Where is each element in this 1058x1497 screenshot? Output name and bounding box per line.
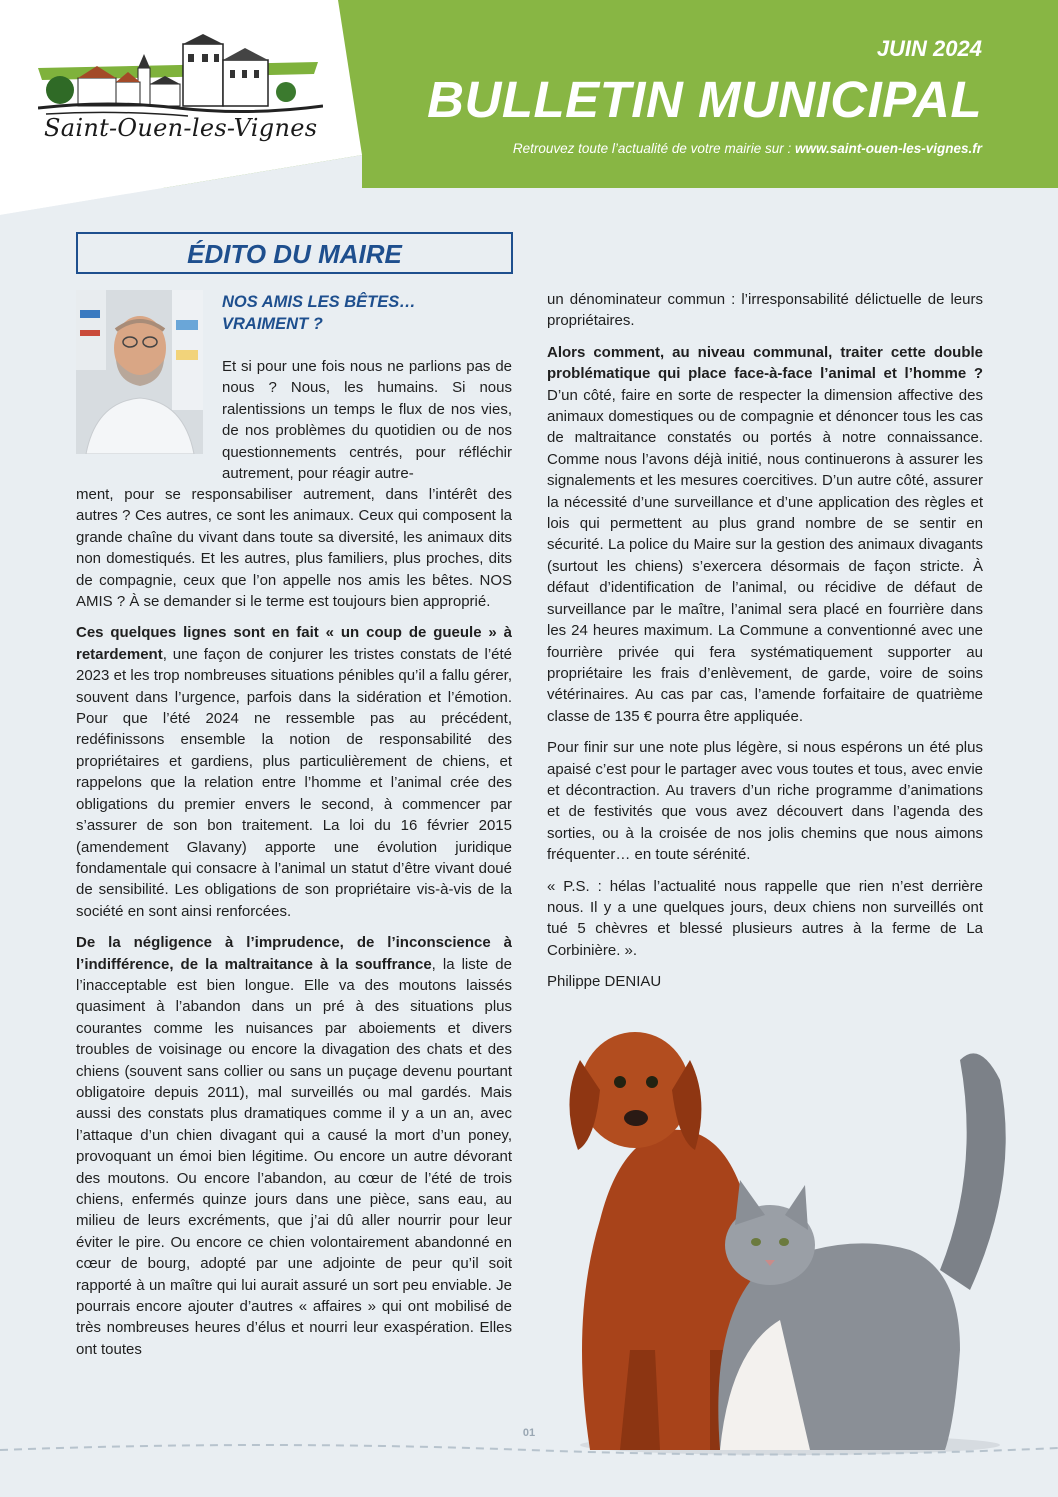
edito-section-title: ÉDITO DU MAIRE [187, 239, 402, 269]
paragraph-negligence [76, 932, 512, 1360]
mayor-signature: Philippe DENIAU [547, 973, 662, 991]
footer-wave-line [0, 1440, 1058, 1460]
paragraph-communal [547, 342, 983, 727]
paragraph-3-body: , la liste de l’inacceptable est bien longue. Elle va des moutons laissés quasiment à l’abandon dans un pré à des situations plus courantes comme les nuisances par aboiements et divers troubles de voisinage ou encore la divagation des chats et des chiens (souvent sans collier ou sans un puçage devenu pourtant obligatoire depuis 2011), mal surveillés ou mal gardés. Mais aussi des constats plus dramatiques comme il y a un an, avec l’attaque d’un chien divagant qui a causé la mort d’un poney, provoquant un émoi bien légitime. Ou encore un autre dévorant des moutons. Ou encore l’abandon, au cœur de l’été de trois chiens, enfermés quinze jours dans une pièce, sans eau, au milieu de leurs excréments, que j’ai dû aller nourrir pour leur éviter le pire. Ou encore ce chien volontairement abandonné en cœur de bourg, adopté par une adjointe de peur qu’il soit rapporté à un maître qui lui aurait assuré un sort peu enviable. Je pourrais encore ajouter d’autres « affaires » qui ont mobilisé de très nombreuses heures d’élus et nourri leur exaspération. Elles ont toutes [76, 955, 512, 1358]
edito-headline [222, 291, 502, 335]
issue-date: JUIN 2024 [876, 36, 982, 61]
headline-line-1: NOS AMIS LES BÊTES… [222, 293, 416, 311]
column-right [547, 289, 983, 1003]
paragraph-2-body: , une façon de conjurer les tristes constats de l’été 2023 et les trop nombreuses situations pénibles qu’il a fallu gérer, souvent dans l’urgence, parfois dans la sidération et l’émotion. Pour que l’été 2024 ne ressemble pas au précédent, redéfinissons ensemble la notion de responsabilité des propriétaires et gardiens, plus particulièrement de chiens, et rappelons que la relation entre l’homme et l’animal crée des obligations du premier envers le second, à commencer par s’assurer de son bon traitement. La loi du 16 février 2015 (amendement Glavany) apporte une évolution juridique fondamentale qui consacre à l’animal un statut d’être vivant doué de sensibilité. Les obligations de son propriétaire vis-à-vis de la société en sont ainsi renforcées. [76, 645, 512, 920]
paragraph-3-lead: De la négligence à l’imprudence, de l’inconscience à l’indifférence, de la maltraitance à la souffrance [76, 934, 512, 973]
paragraph-note-legere: Pour finir sur une note plus légère, si nous espérons un été plus apaisé c’est pour le partager avec vous toutes et tous, avec envie et décontraction. Au travers d’un riche programme d’animations et de festivités que vous avez découvert dans l’agenda des sorties, ou à la croisée de nos jolis chemins que nous aimons fréquenter… en toute sérénité. [547, 739, 983, 864]
paragraph-communal-lead: Alors comment, au niveau communal, traiter cette double problématique qui place face-à-face l’animal et l’homme ? [547, 343, 983, 383]
intro-paragraph-rest: ment, pour se responsabiliser autrement, dans l’intérêt des autres ? Ces autres, ce sont les animaux. Ceux qui composent la grande chaîne du vivant dans toute sa diversité, les animaux dits non domestiqués. Et les autres, plus familiers, plus proches, dits de compagnie, ceux que l’on appelle nos amis les bêtes. NOS AMIS ? À se demander si le terme est toujours bien approprié. [76, 486, 512, 611]
paragraph-communal-body: D’un côté, faire en sorte de respecter la dimension affective des animaux domestiques ou de compagnie et dénoncer tous les cas de maltraitance constatés ou portés à notre connaissance. Comme nous l’avons déjà initié, nous continuerons à assurer les signalements et les mesures coercitives. D’un autre côté, assurer la nécessité d’une surveillance et d’une application des règles et lois qui permettent au plus grand nombre de se sentir en sécurité. La police du Maire sur la gestion des animaux divagants (surtout les chiens) s’exercera désormais de façon stricte. À défaut d’identification de l’animal, ou récidive de défaut de surveillance par le maître, l’animal sera placé en fourrière dans les 24 heures maximum. La Commune a conventionné avec une fourrière privée qui fera systématiquement supporter au propriétaire les frais d’enlèvement, de garde, voire de soins vétérinaires. Au cas par cas, l’amende forfaitaire de quatrième classe de 135 € pourra être appliquée. [547, 386, 983, 725]
page-number: 01 [522, 1427, 536, 1439]
subtitle-prefix: Retrouvez toute l’actualité de votre mairie sur : [512, 141, 795, 156]
headline-line-2: VRAIMENT ? [222, 315, 323, 333]
bulletin-title: BULLETIN MUNICIPAL [427, 71, 982, 128]
column-left [76, 484, 512, 1370]
website-link[interactable]: www.saint-ouen-les-vignes.fr [794, 141, 982, 156]
mayor-portrait-photo [76, 290, 203, 454]
paragraph-denominateur: un dénominateur commun : l’irresponsabilité délictuelle de leurs propriétaires. [547, 291, 983, 330]
logo-wordmark: Saint-Ouen-les-Vignes [44, 114, 318, 142]
paragraph-coup-de-gueule [76, 622, 512, 922]
dog-and-cat-photo [560, 1020, 1020, 1460]
intro-paragraph-top: Et si pour une fois nous ne parlions pas de nous ? Nous, les humains. Si nous ralentissions un temps le flux de nos vies, de nos problèmes du quotidien ou de nos questionnements centrés, pour réfléchir autrement, pour réagir autre- [222, 358, 512, 483]
edito-section-title-box [76, 232, 513, 274]
paragraph-2-lead: Ces quelques lignes sont en fait « un coup de gueule » à retardement [76, 624, 512, 663]
paragraph-ps: « P.S. : hélas l’actualité nous rappelle que rien n’est derrière nous. Il y a une quelques jours, deux chiens non surveillés ont tué 5 chèvres et blessé plusieurs autres à la ferme de La Corbinière. ». [547, 877, 983, 959]
header-subtitle [513, 141, 982, 156]
